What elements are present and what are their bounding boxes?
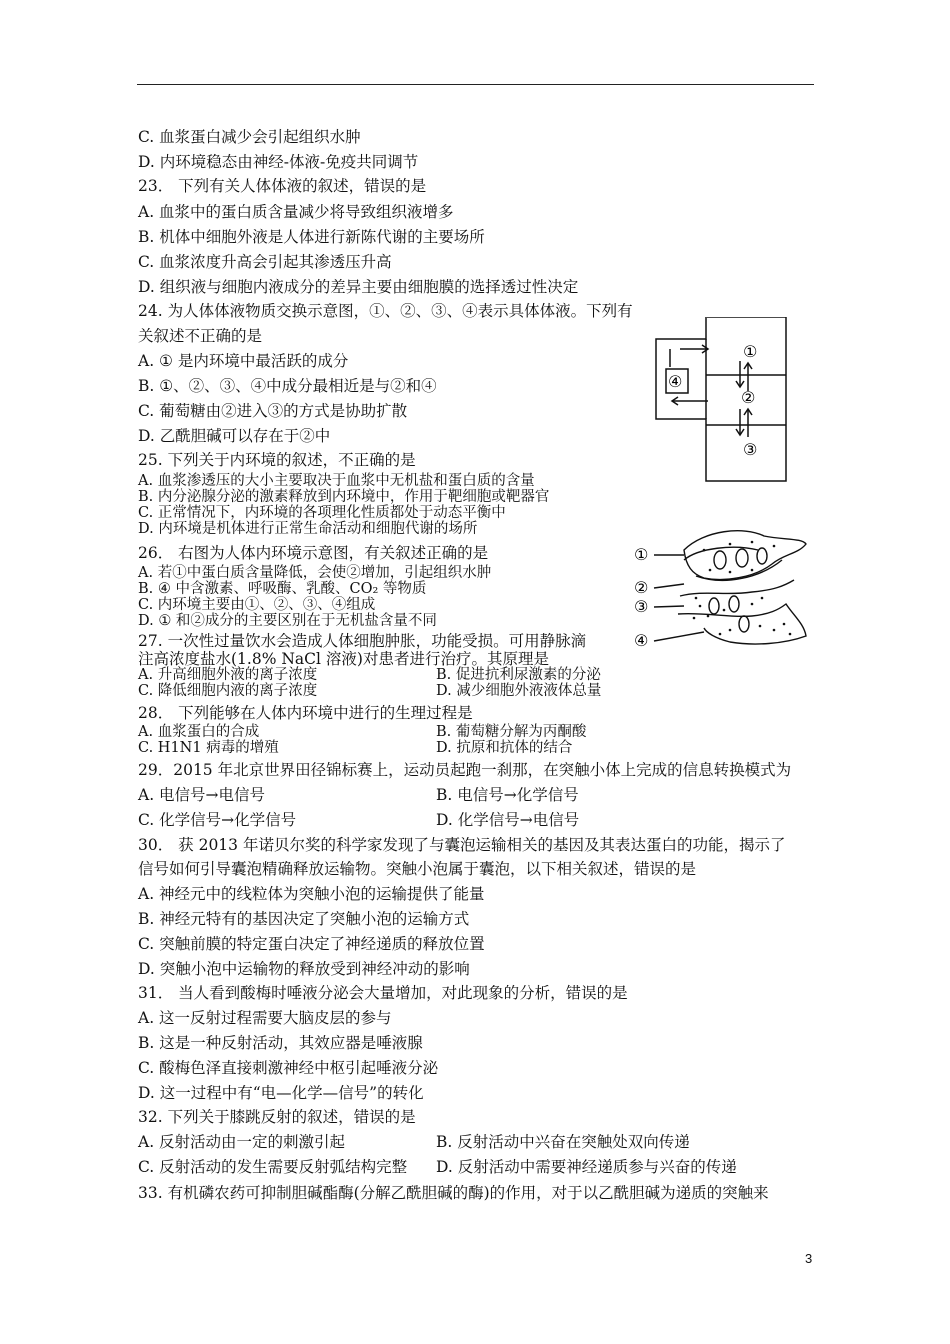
text-line: D. 乙酰胆碱可以存在于②中 (138, 427, 331, 445)
option-right: B. 反射活动中兴奋在突触处双向传递 (436, 1133, 690, 1151)
text-line: 30． 获 2013 年诺贝尔奖的科学家发现了与囊泡运输相关的基因及其表达蛋白的功能，揭示了 (138, 836, 786, 854)
text-line: B. ④ 中含激素、呼吸酶、乳酸、CO₂ 等物质 (138, 581, 427, 597)
internal-environment-diagram (634, 520, 814, 652)
label-2: ② (634, 578, 649, 597)
option-right: B. 促进抗利尿激素的分泌 (436, 667, 601, 683)
option-left: C. 降低细胞内液的离子浓度 (138, 683, 318, 699)
text-line: 25. 下列关于内环境的叙述，不正确的是 (138, 451, 416, 469)
option-left: A. 升高细胞外液的离子浓度 (138, 667, 318, 683)
text-line: D. 突触小泡中运输物的释放受到神经冲动的影响 (138, 960, 470, 978)
text-line: 28． 下列能够在人体内环境中进行的生理过程是 (138, 704, 473, 722)
option-left: A. 血浆蛋白的合成 (138, 724, 260, 740)
header-rule (137, 84, 814, 85)
label-3: ③ (743, 440, 758, 459)
text-line: 32. 下列关于膝跳反射的叙述，错误的是 (138, 1108, 416, 1126)
text-line: B. 这是一种反射活动，其效应器是唾液腺 (138, 1034, 423, 1052)
text-line: A. 血浆中的蛋白质含量减少将导致组织液增多 (138, 203, 454, 221)
text-line: A. ① 是内环境中最活跃的成分 (138, 352, 349, 370)
option-left: C. 化学信号→化学信号 (138, 811, 297, 829)
option-right: D. 反射活动中需要神经递质参与兴奋的传递 (436, 1158, 737, 1176)
text-line: B. 神经元特有的基因决定了突触小泡的运输方式 (138, 910, 470, 928)
text-line: C. 酸梅色泽直接刺激神经中枢引起唾液分泌 (138, 1059, 439, 1077)
label-4: ④ (634, 631, 649, 650)
text-line: 注高浓度盐水(1.8% NaCl 溶液)对患者进行治疗。其原理是 (138, 650, 549, 668)
option-left: A. 反射活动由一定的刺激引起 (138, 1133, 346, 1151)
text-line: B. ①、②、③、④中成分最相近是与②和④ (138, 377, 437, 395)
text-line: 27. 一次性过量饮水会造成人体细胞肿胀，功能受损。可用静脉滴 (138, 632, 587, 650)
text-line: C. 正常情况下，内环境的各项理化性质都处于动态平衡中 (138, 505, 506, 521)
label-3: ③ (634, 597, 649, 616)
label-1: ① (634, 545, 649, 564)
text-line: 33. 有机磷农药可抑制胆碱酯酶(分解乙酰胆碱的酶)的作用，对于以乙酰胆碱为递质的突触来 (138, 1184, 769, 1202)
text-line: A. 这一反射过程需要大脑皮层的参与 (138, 1009, 392, 1027)
text-line: C. 血浆浓度升高会引起其渗透压升高 (138, 253, 392, 271)
text-line: A. 神经元中的线粒体为突触小泡的运输提供了能量 (138, 885, 485, 903)
body-fluid-exchange-diagram (650, 317, 800, 482)
option-left: A. 电信号→电信号 (138, 786, 266, 804)
option-right: D. 抗原和抗体的结合 (436, 740, 573, 756)
label-2: ② (741, 388, 756, 407)
text-line: A. 血浆渗透压的大小主要取决于血浆中无机盐和蛋白质的含量 (138, 473, 535, 489)
page-number: 3 (805, 1251, 813, 1266)
option-right: D. 化学信号→电信号 (436, 811, 580, 829)
text-line: B. 机体中细胞外液是人体进行新陈代谢的主要场所 (138, 228, 485, 246)
text-line: C. 内环境主要由①、②、③、④组成 (138, 597, 376, 613)
text-line: D. 这一过程中有“电—化学—信号”的转化 (138, 1084, 424, 1102)
option-left: C. 反射活动的发生需要反射弧结构完整 (138, 1158, 408, 1176)
option-right: D. 减少细胞外液液体总量 (436, 683, 602, 699)
text-line: 23． 下列有关人体体液的叙述，错误的是 (138, 177, 427, 195)
text-line: B. 内分泌腺分泌的激素释放到内环境中，作用于靶细胞或靶器官 (138, 489, 550, 505)
text-line: C. 血浆蛋白减少会引起组织水肿 (138, 128, 361, 146)
text-line: 26． 右图为人体内环境示意图，有关叙述正确的是 (138, 544, 489, 562)
text-line: 24. 为人体体液物质交换示意图，①、②、③、④表示具体体液。下列有 (138, 302, 633, 320)
text-line: 关叙述不正确的是 (138, 327, 263, 345)
text-line: 信号如何引导囊泡精确释放运输物。突触小泡属于囊泡，以下相关叙述，错误的是 (138, 860, 697, 878)
text-line: D. ① 和②成分的主要区别在于无机盐含量不同 (138, 613, 437, 629)
option-right: B. 电信号→化学信号 (436, 786, 579, 804)
label-1: ① (743, 342, 758, 361)
option-right: B. 葡萄糖分解为丙酮酸 (436, 724, 587, 740)
text-line: D. 组织液与细胞内液成分的差异主要由细胞膜的选择透过性决定 (138, 278, 579, 296)
text-line: C. 突触前膜的特定蛋白决定了神经递质的释放位置 (138, 935, 485, 953)
text-line: A. 若①中蛋白质含量降低，会使②增加，引起组织水肿 (138, 565, 492, 581)
text-line: C. 葡萄糖由②进入③的方式是协助扩散 (138, 402, 408, 420)
text-line: 29．2015 年北京世界田径锦标赛上，运动员起跑一刹那，在突触小体上完成的信息转换模式为 (138, 761, 792, 779)
label-4: ④ (668, 372, 683, 391)
text-line: D. 内环境是机体进行正常生命活动和细胞代谢的场所 (138, 521, 478, 537)
option-left: C. H1N1 病毒的增殖 (138, 740, 279, 756)
text-line: 31． 当人看到酸梅时唾液分泌会大量增加，对此现象的分析，错误的是 (138, 984, 628, 1002)
text-line: D. 内环境稳态由神经-体液-免疫共同调节 (138, 153, 419, 171)
